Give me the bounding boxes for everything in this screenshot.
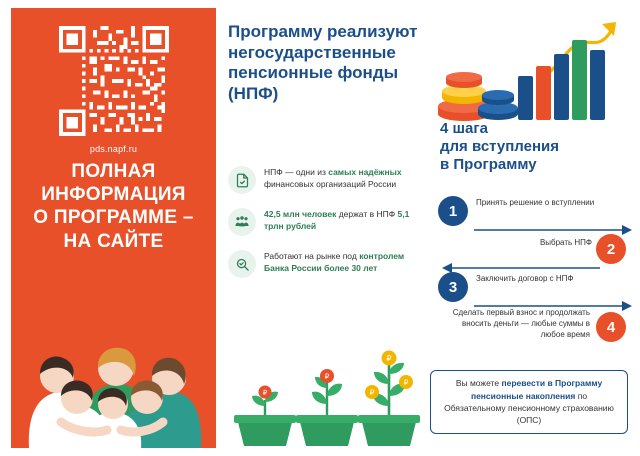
document-check-icon — [228, 166, 256, 194]
callout-highlight: перевести в Программу пенсионные накопления — [470, 378, 603, 401]
steps-list — [430, 190, 635, 360]
group-hug-illustration — [11, 298, 216, 448]
steps-title-line-3: в Программу — [440, 156, 537, 173]
feature-1-lead: НПФ — одни из — [264, 167, 329, 177]
site-url[interactable]: pds.napf.ru — [89, 144, 138, 154]
list-item — [228, 208, 423, 236]
left-panel — [11, 8, 216, 448]
feature-2-highlight: 42,5 млн человек — [264, 209, 337, 219]
callout-lead: Вы можете — [455, 378, 502, 389]
feature-text-3 — [264, 250, 423, 274]
callout-text — [431, 377, 627, 426]
growth-chart-illustration — [432, 10, 630, 120]
svg-text:₽: ₽ — [403, 378, 409, 387]
step-4-number[interactable]: 4 — [596, 312, 626, 342]
callout-tail: по Обязательному пенсионному страхованию (ОПС) — [444, 390, 614, 426]
title-line-2: ИНФОРМАЦИЯ — [41, 184, 186, 206]
svg-text:₽: ₽ — [262, 390, 268, 397]
step-1-number[interactable]: 1 — [438, 196, 468, 226]
feature-text-1 — [264, 166, 423, 190]
svg-text:₽: ₽ — [386, 354, 392, 363]
step-3-text: Заключить договор с НПФ — [476, 274, 574, 283]
list-item — [228, 166, 423, 194]
step-2-arrow-icon — [442, 262, 602, 274]
feature-1-tail: финансовых организаций России — [264, 178, 397, 189]
headline: Программу реализуют негосударственные пенсионные фонды (НПФ) — [228, 22, 418, 104]
feature-3-lead: Работают на рынке под — [264, 251, 360, 261]
callout-box — [430, 370, 628, 434]
steps-title — [440, 120, 630, 174]
feature-2-mid: держат в НПФ — [336, 209, 398, 219]
svg-text:₽: ₽ — [324, 372, 330, 381]
title-line-4: НА САЙТЕ — [63, 230, 164, 252]
title-line-3: О ПРОГРАММЕ – — [33, 207, 194, 229]
step-4-text: Сделать первый взнос и продолжать вносить деньги — любые суммы в любое время — [452, 308, 590, 339]
step-2-number[interactable]: 2 — [596, 234, 626, 264]
money-plants-illustration — [222, 330, 422, 448]
feature-1-highlight: самых надёжных — [328, 167, 402, 177]
steps-title-line-1: 4 шага — [440, 120, 488, 137]
steps-title-line-2: для вступления — [440, 138, 559, 155]
step-2-text: Выбрать НПФ — [539, 238, 592, 247]
feature-list — [228, 166, 423, 292]
step-1-text: Принять решение о вступлении — [476, 198, 595, 207]
step-3-number[interactable]: 3 — [438, 272, 468, 302]
feature-2-highlight-2: 5,1 трлн рублей — [264, 209, 410, 231]
people-group-icon — [228, 208, 256, 236]
svg-text:₽: ₽ — [369, 388, 375, 397]
list-item — [228, 250, 423, 278]
title-line-1: ПОЛНАЯ — [71, 161, 156, 182]
feature-3-highlight: контролем Банка России более 30 лет — [264, 251, 405, 273]
feature-text-2 — [264, 208, 423, 232]
page-title — [11, 160, 216, 253]
magnifier-check-icon — [228, 250, 256, 278]
qr-code-icon[interactable] — [59, 26, 169, 136]
